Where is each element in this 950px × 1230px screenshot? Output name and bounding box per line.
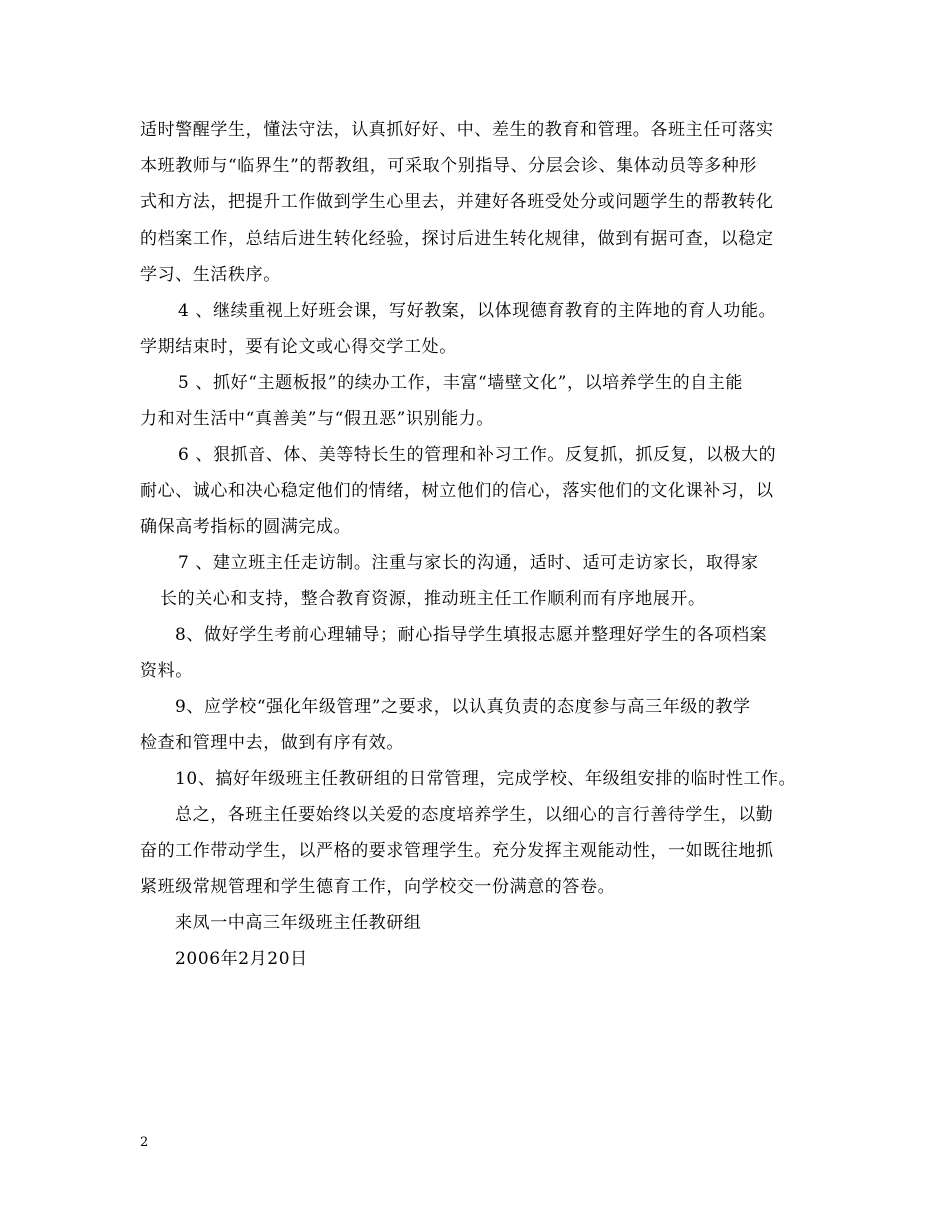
body-line: 资料。	[140, 661, 193, 681]
body-line: 学习、生活秩序。	[140, 265, 281, 285]
signature-date: 2006年2月20日	[175, 949, 308, 969]
summary-line: 总之，各班主任要始终以关爱的态度培养学生，以细心的言行善待学生，以勤	[175, 805, 774, 825]
item-7-line: 7 、建立班主任走访制。注重与家长的沟通，适时、适可走访家长，取得家	[178, 553, 759, 573]
body-line: 确保高考指标的圆满完成。	[140, 517, 352, 537]
body-line: 奋的工作带动学生，以严格的要求管理学生。充分发挥主观能动性，一如既往地抓	[140, 841, 774, 861]
item-8-line: 8、做好学生考前心理辅导；耐心指导学生填报志愿并整理好学生的各项档案	[175, 625, 768, 645]
item-6-line: 6 、狠抓音、体、美等特长生的管理和补习工作。反复抓，抓反复，以极大的	[178, 445, 777, 465]
body-line: 耐心、诚心和决心稳定他们的情绪，树立他们的信心，落实他们的文化课补习，以	[140, 481, 774, 501]
item-5-line: 5 、抓好“主题板报”的续办工作，丰富“墙壁文化”，以培养学生的自主能	[178, 373, 743, 393]
body-line: 式和方法，把提升工作做到学生心里去，并建好各班受处分或问题学生的帮教转化	[140, 192, 774, 212]
body-line: 的档案工作，总结后进生转化经验，探讨后进生转化规律，做到有据可查，以稳定	[140, 229, 774, 249]
body-line: 紧班级常规管理和学生德育工作，向学校交一份满意的答卷。	[140, 877, 616, 897]
body-line: 力和对生活中“真善美”与“假丑恶”识别能力。	[140, 409, 494, 429]
body-line: 长的关心和支持，整合教育资源，推动班主任工作顺利而有序地展开。	[160, 589, 706, 609]
body-line: 适时警醒学生，懂法守法，认真抓好好、中、差生的教育和管理。各班主任可落实	[140, 120, 774, 140]
body-line: 检查和管理中去，做到有序有效。	[140, 733, 404, 753]
signature-org: 来凤一中高三年级班主任教研组	[175, 913, 422, 933]
page-number: 2	[140, 1135, 149, 1150]
item-4-line: 4 、继续重视上好班会课，写好教案，以体现德育教育的主阵地的育人功能。	[178, 301, 777, 321]
item-10-line: 10、搞好年级班主任教研组的日常管理，完成学校、年级组安排的临时性工作。	[175, 769, 797, 789]
body-line: 学期结束时，要有论文或心得交学工处。	[140, 337, 457, 357]
body-line: 本班教师与“临界生”的帮教组，可采取个别指导、分层会诊、集体动员等多种形	[140, 156, 757, 176]
item-9-line: 9、应学校“强化年级管理”之要求，以认真负责的态度参与高三年级的教学	[175, 697, 751, 717]
